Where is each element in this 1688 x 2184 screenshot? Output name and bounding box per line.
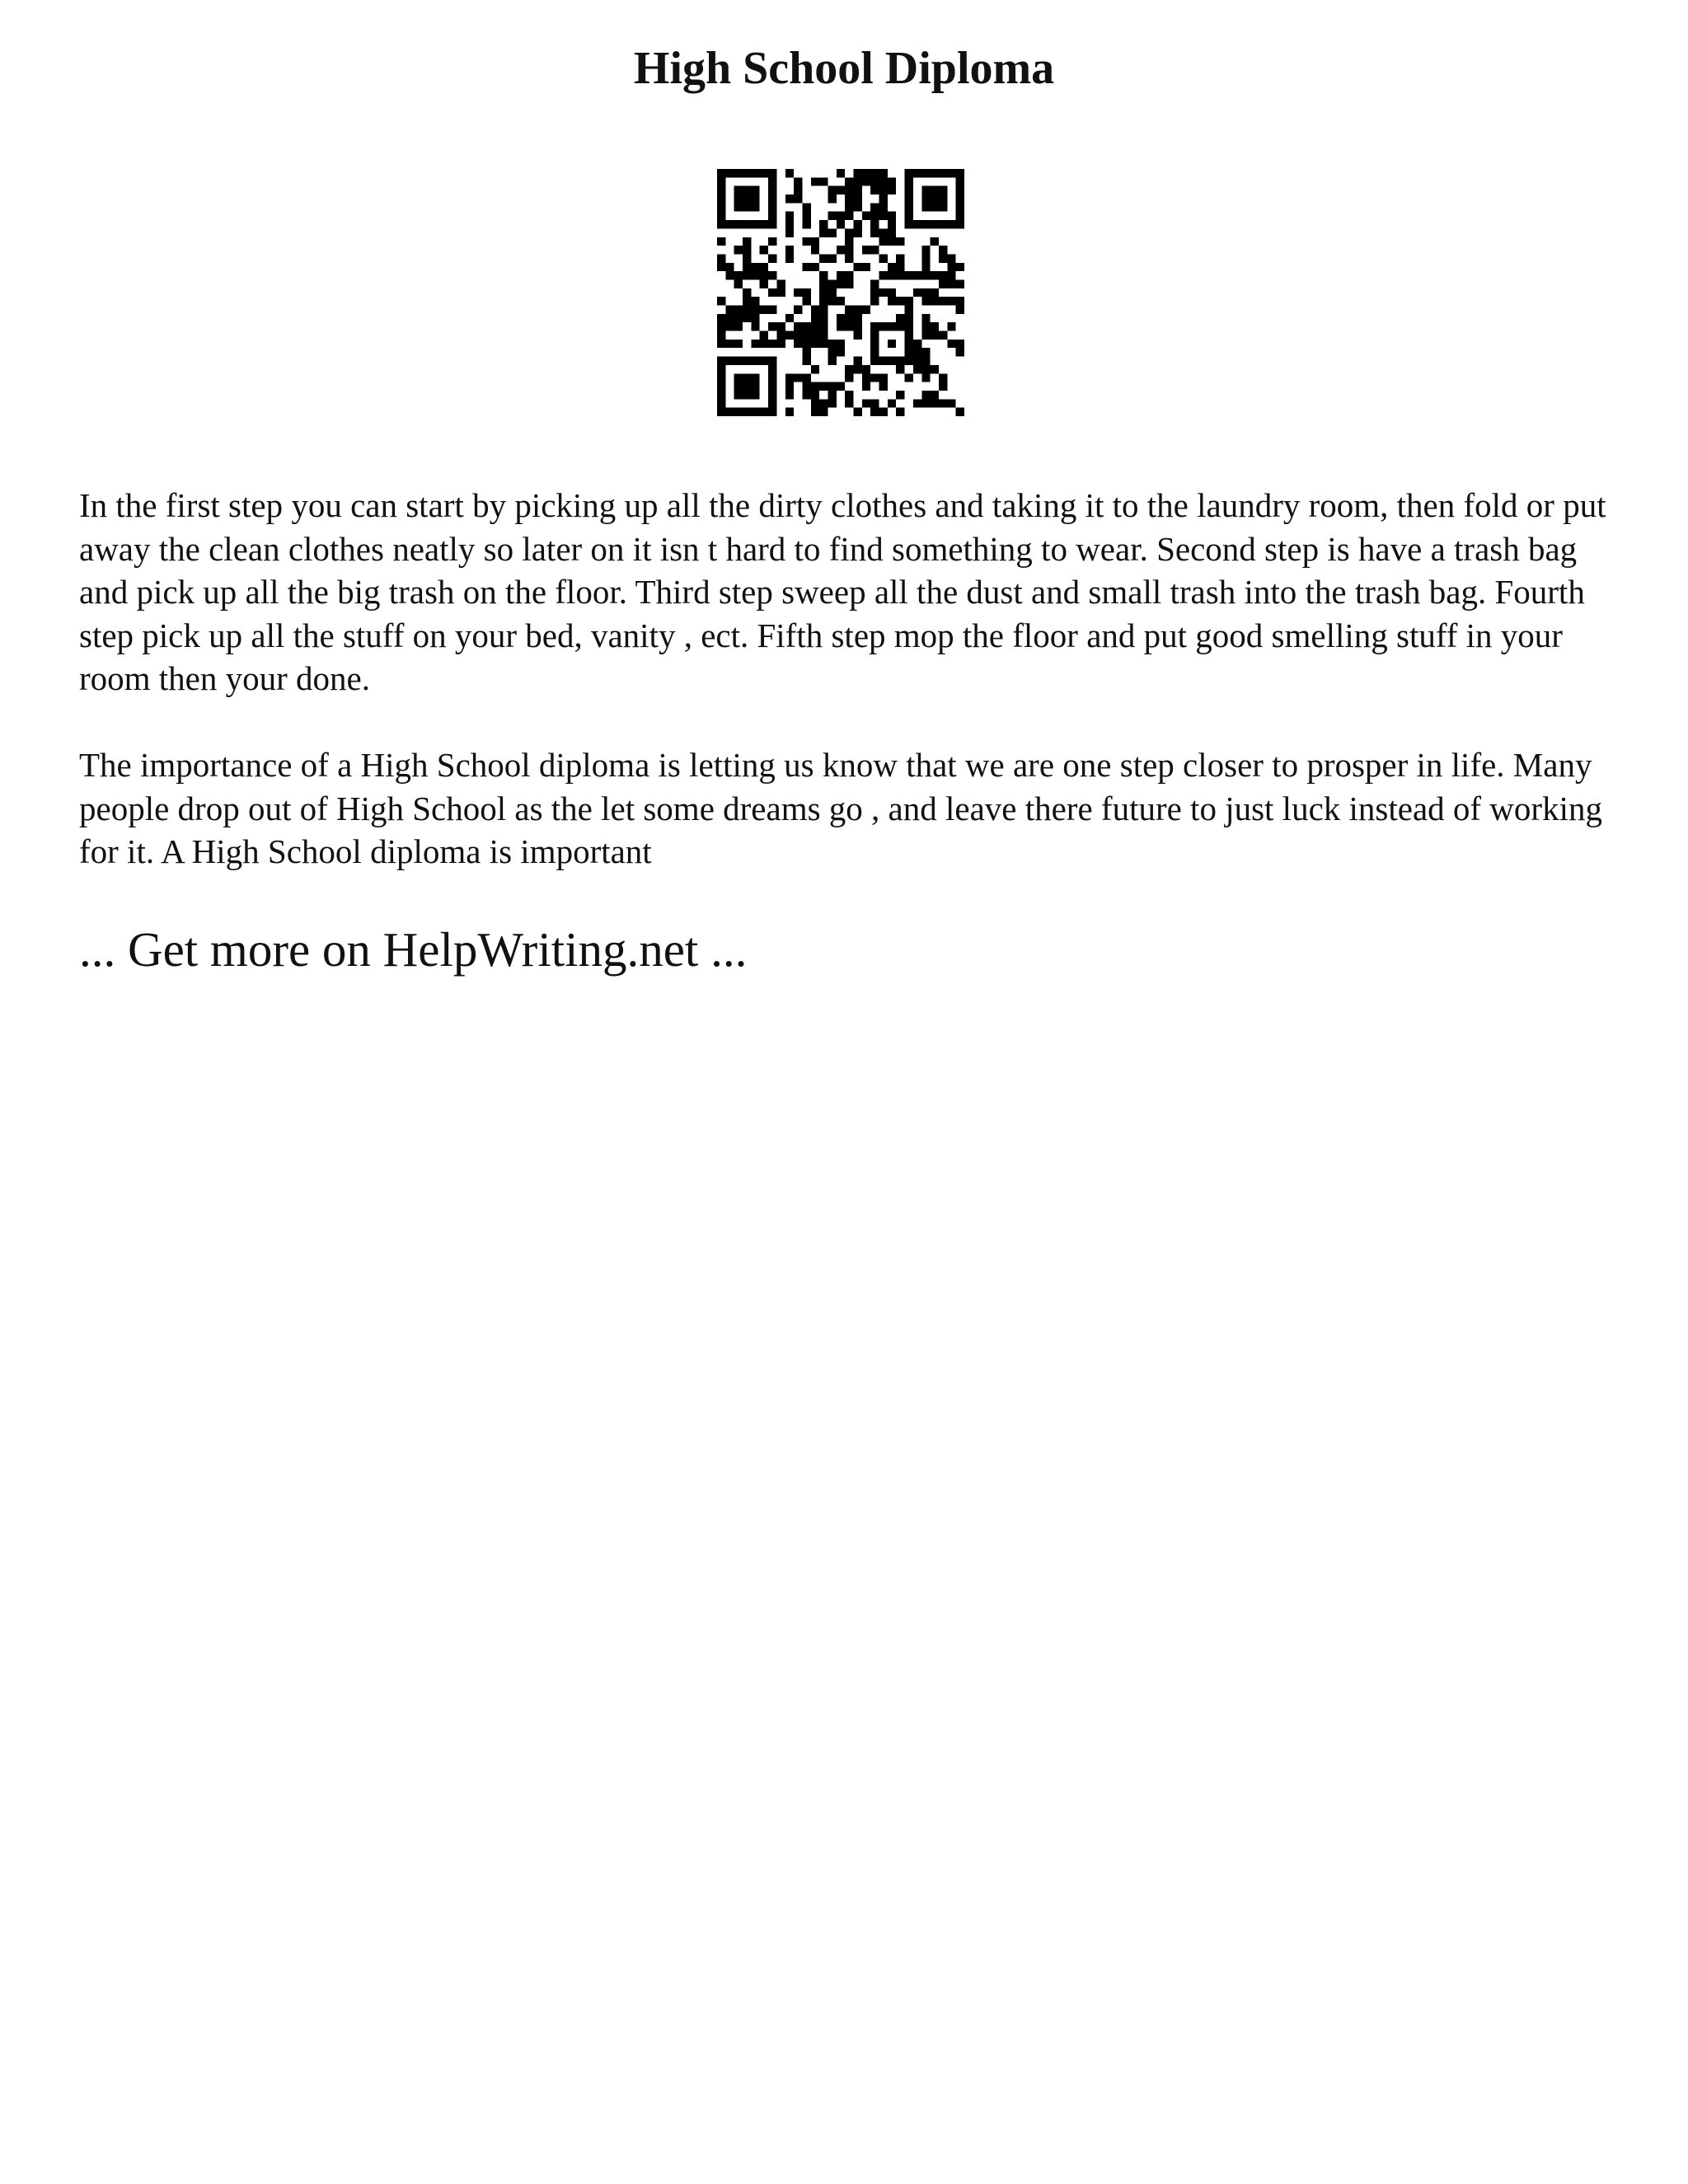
body-paragraph: The importance of a High School diploma is letting us know that we are one step closer to prosper in life. Many people drop out of High School as the let some dreams go , and leave there future to just luck instead of working for it. A High School diploma is important bbox=[79, 746, 1602, 870]
page-title: High School Diploma bbox=[633, 43, 1055, 94]
qr-code-icon bbox=[717, 169, 964, 416]
more-link[interactable]: ... Get more on HelpWriting.net ... bbox=[79, 922, 748, 977]
body-paragraph: In the first step you can start by picking up all the dirty clothes and taking it to the laundry room, then fold or put away the clean clothes neatly so later on it isn t hard to find something to wear. Second step is have a trash bag and pick up all the big trash on the floor. Third step sweep all the dust and small trash into the trash bag. Fourth step pick up all the stuff on your bed, vanity , ect. Fifth step mop the floor and put good smelling stuff in your room then your done. bbox=[79, 486, 1606, 697]
